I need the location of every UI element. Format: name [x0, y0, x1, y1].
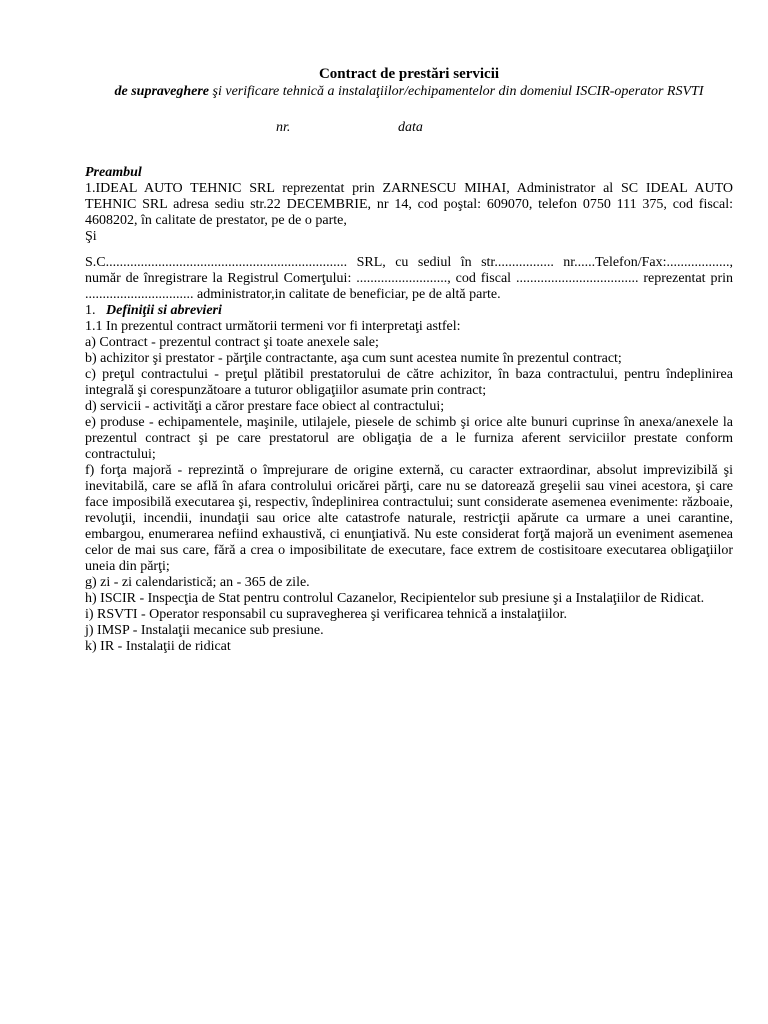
definition-item: g) zi - zi calendaristică; an - 365 de zile.	[85, 575, 310, 590]
definition-item: c) preţul contractului - preţul plătibil prestatorului de către achizitor, în baza contractului, pentru îndeplinirea integrală şi corespunzătoare a tuturor obligaţiilor asumate prin contract;	[85, 367, 733, 398]
si-conjunction: Şi	[85, 229, 97, 244]
definition-item: i) RSVTI - Operator responsabil cu supravegherea şi verificarea tehnică a instalaţiilor.	[85, 607, 568, 622]
definition-item: e) produse - echipamentele, maşinile, utilajele, piesele de schimb şi orice alte bunuri cuprinse în anexa/anexele la prezentul contract şi pe care prestatorul are obligaţia de a le furniza aferent serviciilor prestate conform contractului;	[85, 415, 733, 462]
definition-item: j) IMSP - Instalaţii mecanice sub presiune.	[85, 623, 324, 638]
definition-item: d) servicii - activităţi a căror prestare face obiect al contractului;	[85, 399, 445, 414]
data-label: data	[398, 120, 423, 135]
section-1-number: 1.	[85, 303, 96, 318]
contract-body	[85, 165, 733, 655]
nr-label: nr.	[276, 120, 291, 135]
preamble-heading: Preambul	[85, 165, 142, 180]
subtitle-rest: şi verificare tehnică a instalaţiilor/echipamentelor din domeniul ISCIR-operator RSVTI	[209, 84, 704, 99]
section-1-heading	[85, 303, 733, 319]
definition-item: k) IR - Instalaţii de ridicat	[85, 639, 231, 654]
definition-item: a) Contract - prezentul contract şi toate anexele sale;	[85, 335, 379, 350]
contract-title: Contract de prestări servicii	[318, 66, 500, 82]
contract-subtitle	[85, 84, 733, 100]
section-1-intro: 1.1 In prezentul contract următorii termeni vor fi interpretaţi astfel:	[85, 319, 461, 334]
subtitle-bold: de supraveghere	[114, 84, 210, 99]
beneficiary-paragraph: S.C..................................................................... SRL, cu sediul în str................. nr......Telefon/Fax:.................., număr de înregistrare la Registrul Comerţului: .........................., cod fiscal ................................... reprezentat prin ............................... administrator,in calitate de beneficiar, pe de altă parte.	[85, 255, 733, 302]
definition-item: h) ISCIR - Inspecţia de Stat pentru controlul Cazanelor, Recipientelor sub presiune şi a Instalaţiilor de Ridicat.	[85, 591, 705, 606]
definition-item: f) forţa majoră - reprezintă o împrejurare de origine externă, cu caracter extraordinar, absolut imprevizibilă şi inevitabilă, care se află în afara controlului oricărei părţi, care nu se datorează greşelii sau vinei acestora, şi care face imposibilă executarea şi, respectiv, îndeplinirea contractului; sunt considerate asemenea evenimente: războaie, revoluţii, incendii, inundaţii sau orice alte catastrofe naturale, restricţii apărute ca urmare a unei carantine, embargou, enumerarea nefiind exhaustivă, ci enunţiativă. Nu este considerat forţă majoră un eveniment asemenea celor de mai sus care, fără a crea o imposibilitate de executare, face extrem de costisitoare executarea obligaţiilor uneia din părţi;	[85, 463, 733, 574]
definition-item: b) achizitor şi prestator - părţile contractante, aşa cum sunt acestea numite în prezentul contract;	[85, 351, 622, 366]
preamble-provider: 1.IDEAL AUTO TEHNIC SRL reprezentat prin ZARNESCU MIHAI, Administrator al SC IDEAL AUTO TEHNIC SRL adresa sediu str.22 DECEMBRIE, nr 14, cod poştal: 609070, telefon 0750 111 375, cod fiscal: 4608202, în calitate de prestator, pe de o parte,	[85, 181, 733, 228]
section-1-title: Definiţii si abrevieri	[106, 303, 222, 318]
